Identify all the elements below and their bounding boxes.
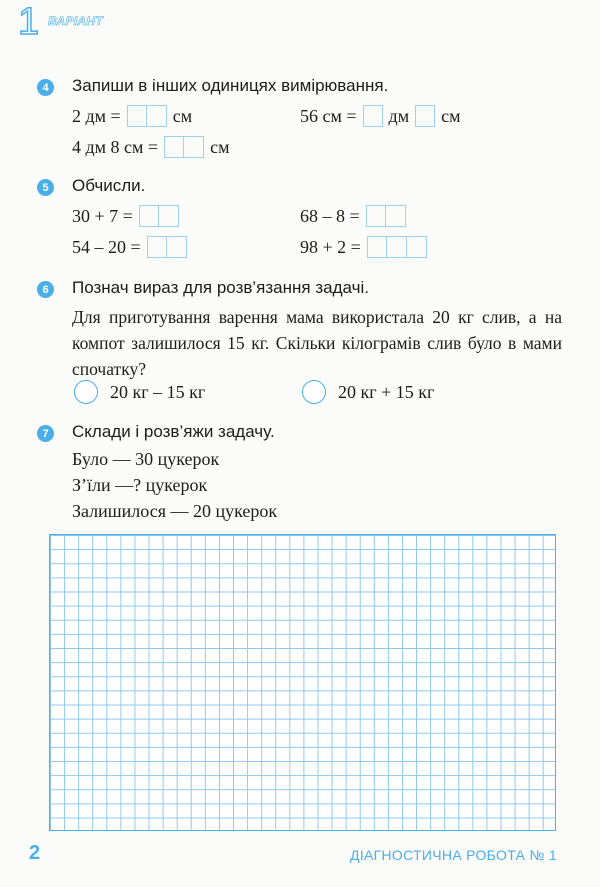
task-5-expression-1: [72, 204, 185, 228]
task-6-option-2[interactable]: [302, 378, 434, 406]
task-7-number-badge: 7: [37, 425, 54, 442]
answer-boxes[interactable]: [127, 105, 167, 127]
task-5-number-badge: 5: [37, 179, 54, 196]
task-5-expression-2: [300, 204, 412, 228]
task-4-expr-dm-cm-to-cm: 4 дм 8 см =: [72, 136, 159, 157]
task-4-row-1-left: [72, 104, 192, 128]
task-5-expression-4: [300, 235, 433, 259]
task-6-title: Познач вираз для розв’язання задачі.: [72, 278, 369, 297]
task-4-expr-cm-to-dm-cm: 56 см =: [300, 105, 357, 126]
unit-label: дм: [388, 105, 410, 126]
answer-grid[interactable]: [49, 534, 556, 831]
task-6-number-badge: 6: [37, 281, 54, 298]
answer-box-dm[interactable]: [363, 105, 383, 127]
option-1-label: 20 кг – 15 кг: [110, 381, 206, 402]
task-4-expr-dm-to-cm: 2 дм =: [72, 105, 121, 126]
answer-box-cm[interactable]: [415, 105, 435, 127]
option-2-circle[interactable]: [302, 380, 326, 404]
task-4-number-badge: 4: [37, 79, 54, 96]
answer-boxes[interactable]: [147, 236, 187, 258]
task-7-line-1: Було — 30 цукерок: [72, 448, 220, 469]
page-number: 2: [29, 842, 41, 864]
expression-text: 30 + 7 =: [72, 205, 133, 226]
unit-label: см: [172, 105, 193, 126]
expression-text: 98 + 2 =: [300, 236, 361, 257]
expression-text: 68 – 8 =: [300, 205, 360, 226]
task-6-problem-text: Для приготування варення мама використала 20 кг слив, а на компот залишилося 15 кг. Скільки кілограмів слив було в мами спочатку?: [72, 307, 562, 379]
answer-boxes[interactable]: [139, 205, 179, 227]
task-7-title: Склади і розв’яжи задачу.: [72, 422, 275, 441]
task-7-line-3: Залишилося — 20 цукерок: [72, 500, 278, 521]
answer-boxes[interactable]: [367, 236, 427, 258]
answer-boxes[interactable]: [164, 136, 204, 158]
option-1-circle[interactable]: [74, 380, 98, 404]
variant-number: 1: [18, 1, 40, 43]
answer-boxes[interactable]: [366, 205, 406, 227]
task-4-row-1-right: [300, 104, 460, 128]
expression-text: 54 – 20 =: [72, 236, 141, 257]
task-4-row-2: [72, 135, 229, 159]
option-2-label: 20 кг + 15 кг: [338, 381, 435, 402]
task-7-line-2: З’їли —? цукерок: [72, 474, 208, 495]
task-5-expression-3: [72, 235, 193, 259]
unit-label: см: [441, 105, 461, 126]
variant-label: ВАРІАНТ: [48, 14, 103, 28]
footer-title: ДІАГНОСТИЧНА РОБОТА № 1: [350, 847, 557, 863]
task-5-title: Обчисли.: [72, 176, 146, 195]
unit-label: см: [210, 136, 230, 157]
task-6-option-1[interactable]: [74, 378, 205, 406]
task-4-title: Запиши в інших одиницях вимірювання.: [72, 76, 389, 95]
